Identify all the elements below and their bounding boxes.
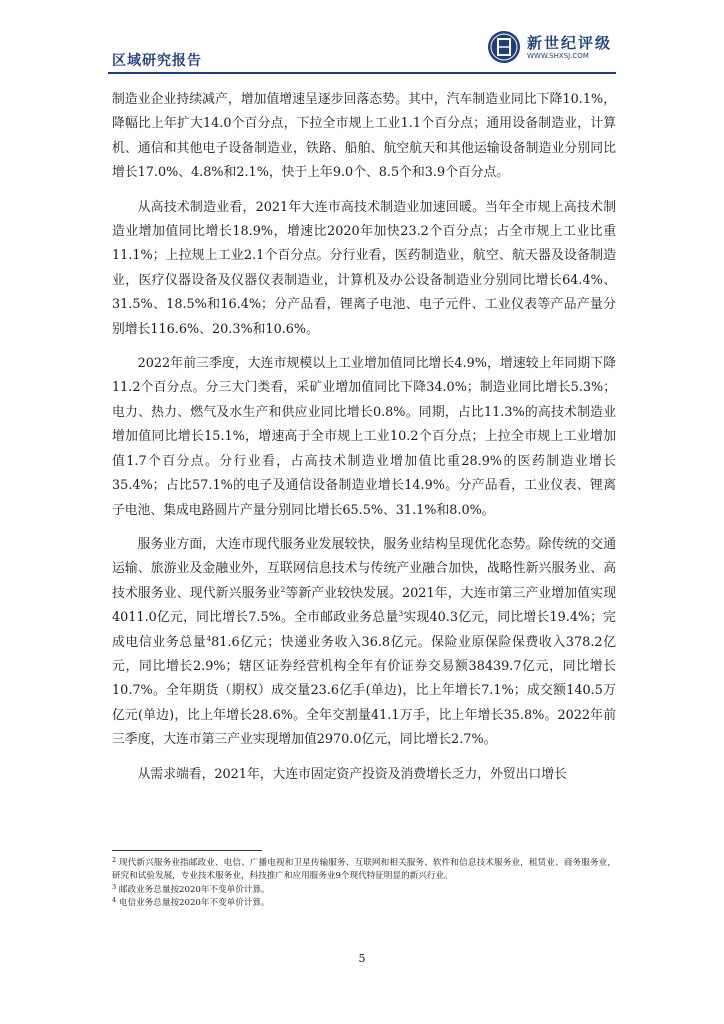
footnote-ref-4: 4 [206, 633, 212, 643]
footnote [112, 884, 616, 897]
services-text-2: 等新产业较快发展。2021年，大连市第三产业增加值实现4011.0亿元，同比增长7.5%。全市邮政业务总量 [112, 585, 616, 626]
logo-emblem-icon [487, 30, 521, 64]
logo-name: 新世纪评级 [527, 34, 613, 52]
footnote-text: 邮政业务总量按2020年不变单价计算。 [118, 884, 270, 895]
body-text [112, 88, 616, 797]
footnote-number: 3 [112, 882, 117, 891]
footnote-number: 2 [112, 856, 117, 864]
header-divider [108, 72, 616, 74]
footnote-rule [112, 850, 262, 851]
paragraph-high-tech-manufacturing: 从高技术制造业看，2021年大连市高技术制造业加速回暖。当年全市规上高技术制造业增加值同比增长18.9%，增速比2020年加快23.2个百分点；占全市规上工业比重11.1%；上拉规上工业2.1个百分点。分行业看，医药制造业，航空、航天器及设备制造业，医疗仪器设备及仪器仪表制造业，计算机及办公设备制造业分别同比增长64.4%、31.5%、18.5%和16.4%；分产品看，锂离子电池、电子元件、工业仪表等产品产量分别增长116.6%、20.3%和10.6%。 [112, 199, 616, 337]
footnote-text: 现代新兴服务业指邮政业、电信、广播电视和卫星传输服务、互联网和相关服务、软件和信息技术服务业，租赁业、商务服务业，研究和试验发展，专业技术服务业，科技推广和应用服务业9个现代特征明显的新兴行业。 [112, 858, 616, 882]
services-text-3: 实现40.3亿元，同比增长19.4%；完成电信业务总量 [112, 610, 616, 650]
services-text-1: 服务业方面，大连市现代服务业发展较快，服务业结构呈现优化态势。除传统的交通运输、旅游业及金融业外，互联网信息技术与传统产业融合加快，战略性新兴服务业、高技术服务业、现代新兴服务业 [112, 536, 616, 601]
paragraph-manufacturing: 制造业企业持续减产，增加值增速呈逐步回落态势。其中，汽车制造业同比下降10.1%，降幅比上年扩大14.0个百分点，下拉全市规上工业1.1个百分点；通用设备制造业，计算机、通信和其他电子设备制造业，铁路、船舶、航空航天和其他运输设备制造业分别同比增长17.0%、4.8%和2.1%，快于上年9.0个、8.5个和3.9个百分点。 [112, 92, 616, 181]
services-text-4: 81.6亿元；快递业务收入36.8亿元。保险业原保险保费收入378.2亿元，同比增长2.9%；辖区证券经营机构全年有价证券交易额38439.7亿元，同比增长10.7%。全年期货（期权）成交量23.6亿手(单边)，比上年增长7.1%；成交额140.5万亿元(单边)，比上年增长28.6%。全年交割量41.1万手，比上年增长35.8%。2022年前三季度，大连市第三产业实现增加值2970.0亿元，同比增长2.7%。 [112, 634, 617, 748]
section-title: 区域研究报告 [112, 53, 202, 69]
logo-url: WWW.SHXSJ.COM [527, 52, 589, 60]
footnote [112, 857, 616, 884]
company-logo [487, 30, 617, 66]
footnote-ref-3: 3 [398, 609, 404, 619]
page-header [0, 0, 724, 74]
footnote-ref-2: 2 [280, 584, 286, 594]
paragraph-2022-q1-q3-industry: 2022年前三季度，大连市规模以上工业增加值同比增长4.9%，增速较上年同期下降11.2个百分点。分三大门类看，采矿业增加值同比下降34.0%；制造业同比增长5.3%；电力、热力、燃气及水生产和供应业同比增长0.8%。同期，占比11.3%的高技术制造业增加值同比增长15.1%，增速高于全市规上工业10.2个百分点；上拉全市规上工业增加值1.7个百分点。分行业看，占高技术制造业增加值比重28.9%的医药制造业增长35.4%；占比57.1%的电子及通信设备制造业增长14.9%。分产品看，工业仪表、锂离子电池、集成电路圆片产量分别同比增长65.5%、31.1%和8.0%。 [112, 356, 616, 518]
paragraph-demand-side: 从需求端看，2021年，大连市固定资产投资及消费增长乏力，外贸出口增长 [137, 766, 567, 782]
footnote [112, 897, 616, 910]
page-number: 5 [358, 952, 366, 965]
footnotes [112, 850, 616, 911]
footnote-number: 4 [112, 896, 117, 905]
paragraph-services [112, 533, 616, 753]
footnote-text: 电信业务总量按2020年不变单价计算。 [118, 898, 270, 909]
